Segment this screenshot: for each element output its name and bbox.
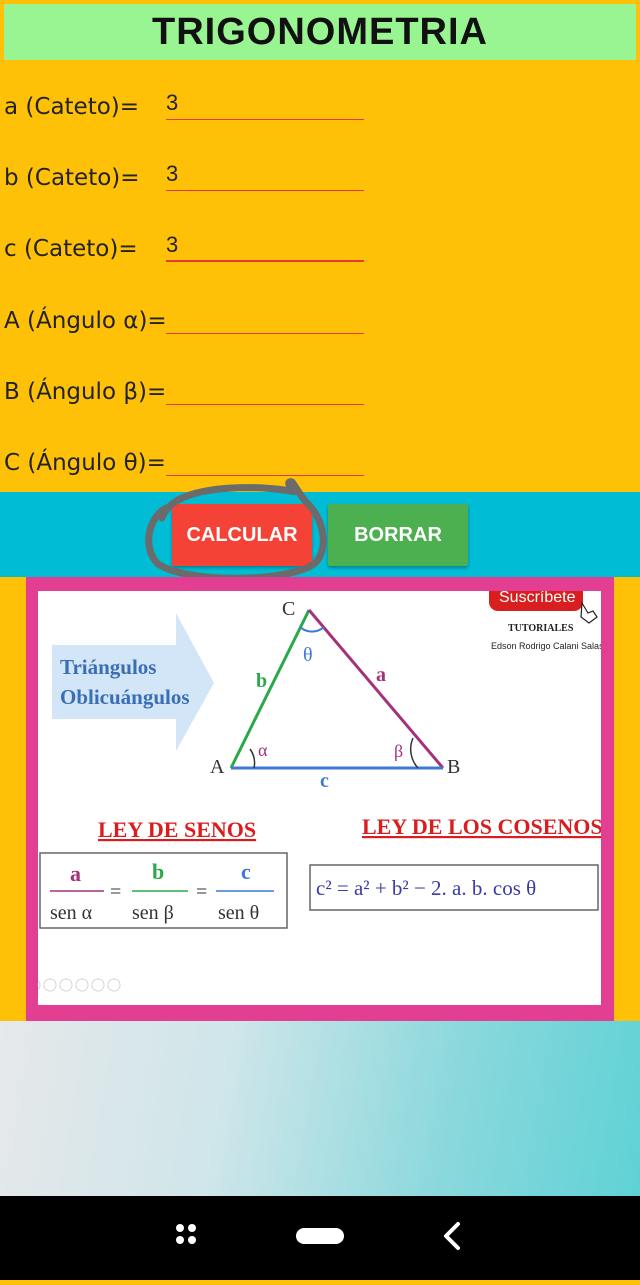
clear-button[interactable]: BORRAR [328, 504, 468, 566]
side-a-label: a [376, 664, 386, 686]
heading-line-2: Oblicuángulos [60, 685, 190, 709]
calculate-button[interactable]: CALCULAR [172, 504, 312, 566]
triangle-diagram [38, 591, 601, 1005]
side-a-line [309, 610, 443, 768]
field-row-a [0, 84, 640, 124]
field-input-angle-c[interactable] [166, 440, 364, 476]
field-row-angle-a [0, 298, 640, 338]
cosines-formula: c² = a² + b² − 2. a. b. cos θ [316, 876, 537, 900]
angle-alpha-label: α [258, 740, 268, 760]
angle-alpha-arc [250, 749, 255, 768]
field-label-b: b (Cateto)= [4, 165, 140, 191]
lesson-image-content [38, 591, 601, 1005]
author-label: Edson Rodrigo Calani Salas [491, 641, 601, 651]
angle-theta-arc [300, 627, 324, 632]
law-cosines-title: LEY DE LOS COSENOS [362, 814, 601, 839]
field-input-c[interactable]: 3 [166, 226, 364, 262]
sines-den-b: sen β [132, 902, 174, 924]
sines-num-b: b [152, 859, 165, 884]
button-bar [0, 492, 640, 577]
field-label-angle-b: B (Ángulo β)= [4, 379, 167, 405]
sines-den-c: sen θ [218, 902, 260, 924]
home-pill-icon[interactable] [296, 1228, 344, 1244]
field-input-angle-b[interactable] [166, 369, 364, 405]
field-row-c [0, 226, 640, 266]
field-label-angle-a: A (Ángulo α)= [4, 308, 167, 334]
back-icon[interactable] [446, 1224, 458, 1248]
vertex-b-label: B [447, 756, 461, 778]
heading-line-1: Triángulos [60, 655, 157, 679]
field-input-a[interactable]: 3 [166, 84, 364, 120]
field-row-angle-b [0, 369, 640, 409]
field-input-b[interactable]: 3 [166, 155, 364, 191]
sines-eq-1: = [110, 881, 122, 903]
field-input-angle-a[interactable] [166, 298, 364, 334]
subscribe-label: Suscríbete [499, 591, 576, 606]
sines-num-c: c [241, 859, 251, 884]
side-c-label: c [320, 770, 329, 792]
sines-eq-2: = [196, 881, 208, 903]
angle-beta-label: β [394, 741, 404, 761]
law-sines-title: LEY DE SENOS [98, 817, 257, 842]
field-label-a: a (Cateto)= [4, 94, 140, 120]
field-row-b [0, 155, 640, 195]
side-b-label: b [256, 670, 268, 692]
footer-gradient [0, 1021, 640, 1196]
field-label-angle-c: C (Ángulo θ)= [4, 450, 166, 476]
page-title: TRIGONOMETRIA [152, 10, 488, 53]
channel-label: TUTORIALES [508, 623, 574, 634]
navbar-icons [0, 1196, 640, 1280]
hand-cursor-icon [581, 603, 597, 623]
field-row-angle-c [0, 440, 640, 480]
angle-theta-label: θ [303, 644, 313, 666]
vertex-c-label: C [282, 598, 296, 620]
system-navbar [0, 1196, 640, 1280]
lesson-image [26, 577, 614, 1021]
field-label-c: c (Cateto)= [4, 236, 138, 262]
apps-icon[interactable] [176, 1224, 196, 1244]
title-bar [4, 4, 636, 60]
side-b-line [231, 610, 309, 768]
sines-den-a: sen α [50, 902, 93, 924]
angle-beta-arc [411, 738, 418, 768]
sines-num-a: a [70, 861, 81, 886]
vertex-a-label: A [210, 756, 225, 778]
arrow-shape [52, 613, 214, 751]
player-controls [38, 979, 120, 991]
